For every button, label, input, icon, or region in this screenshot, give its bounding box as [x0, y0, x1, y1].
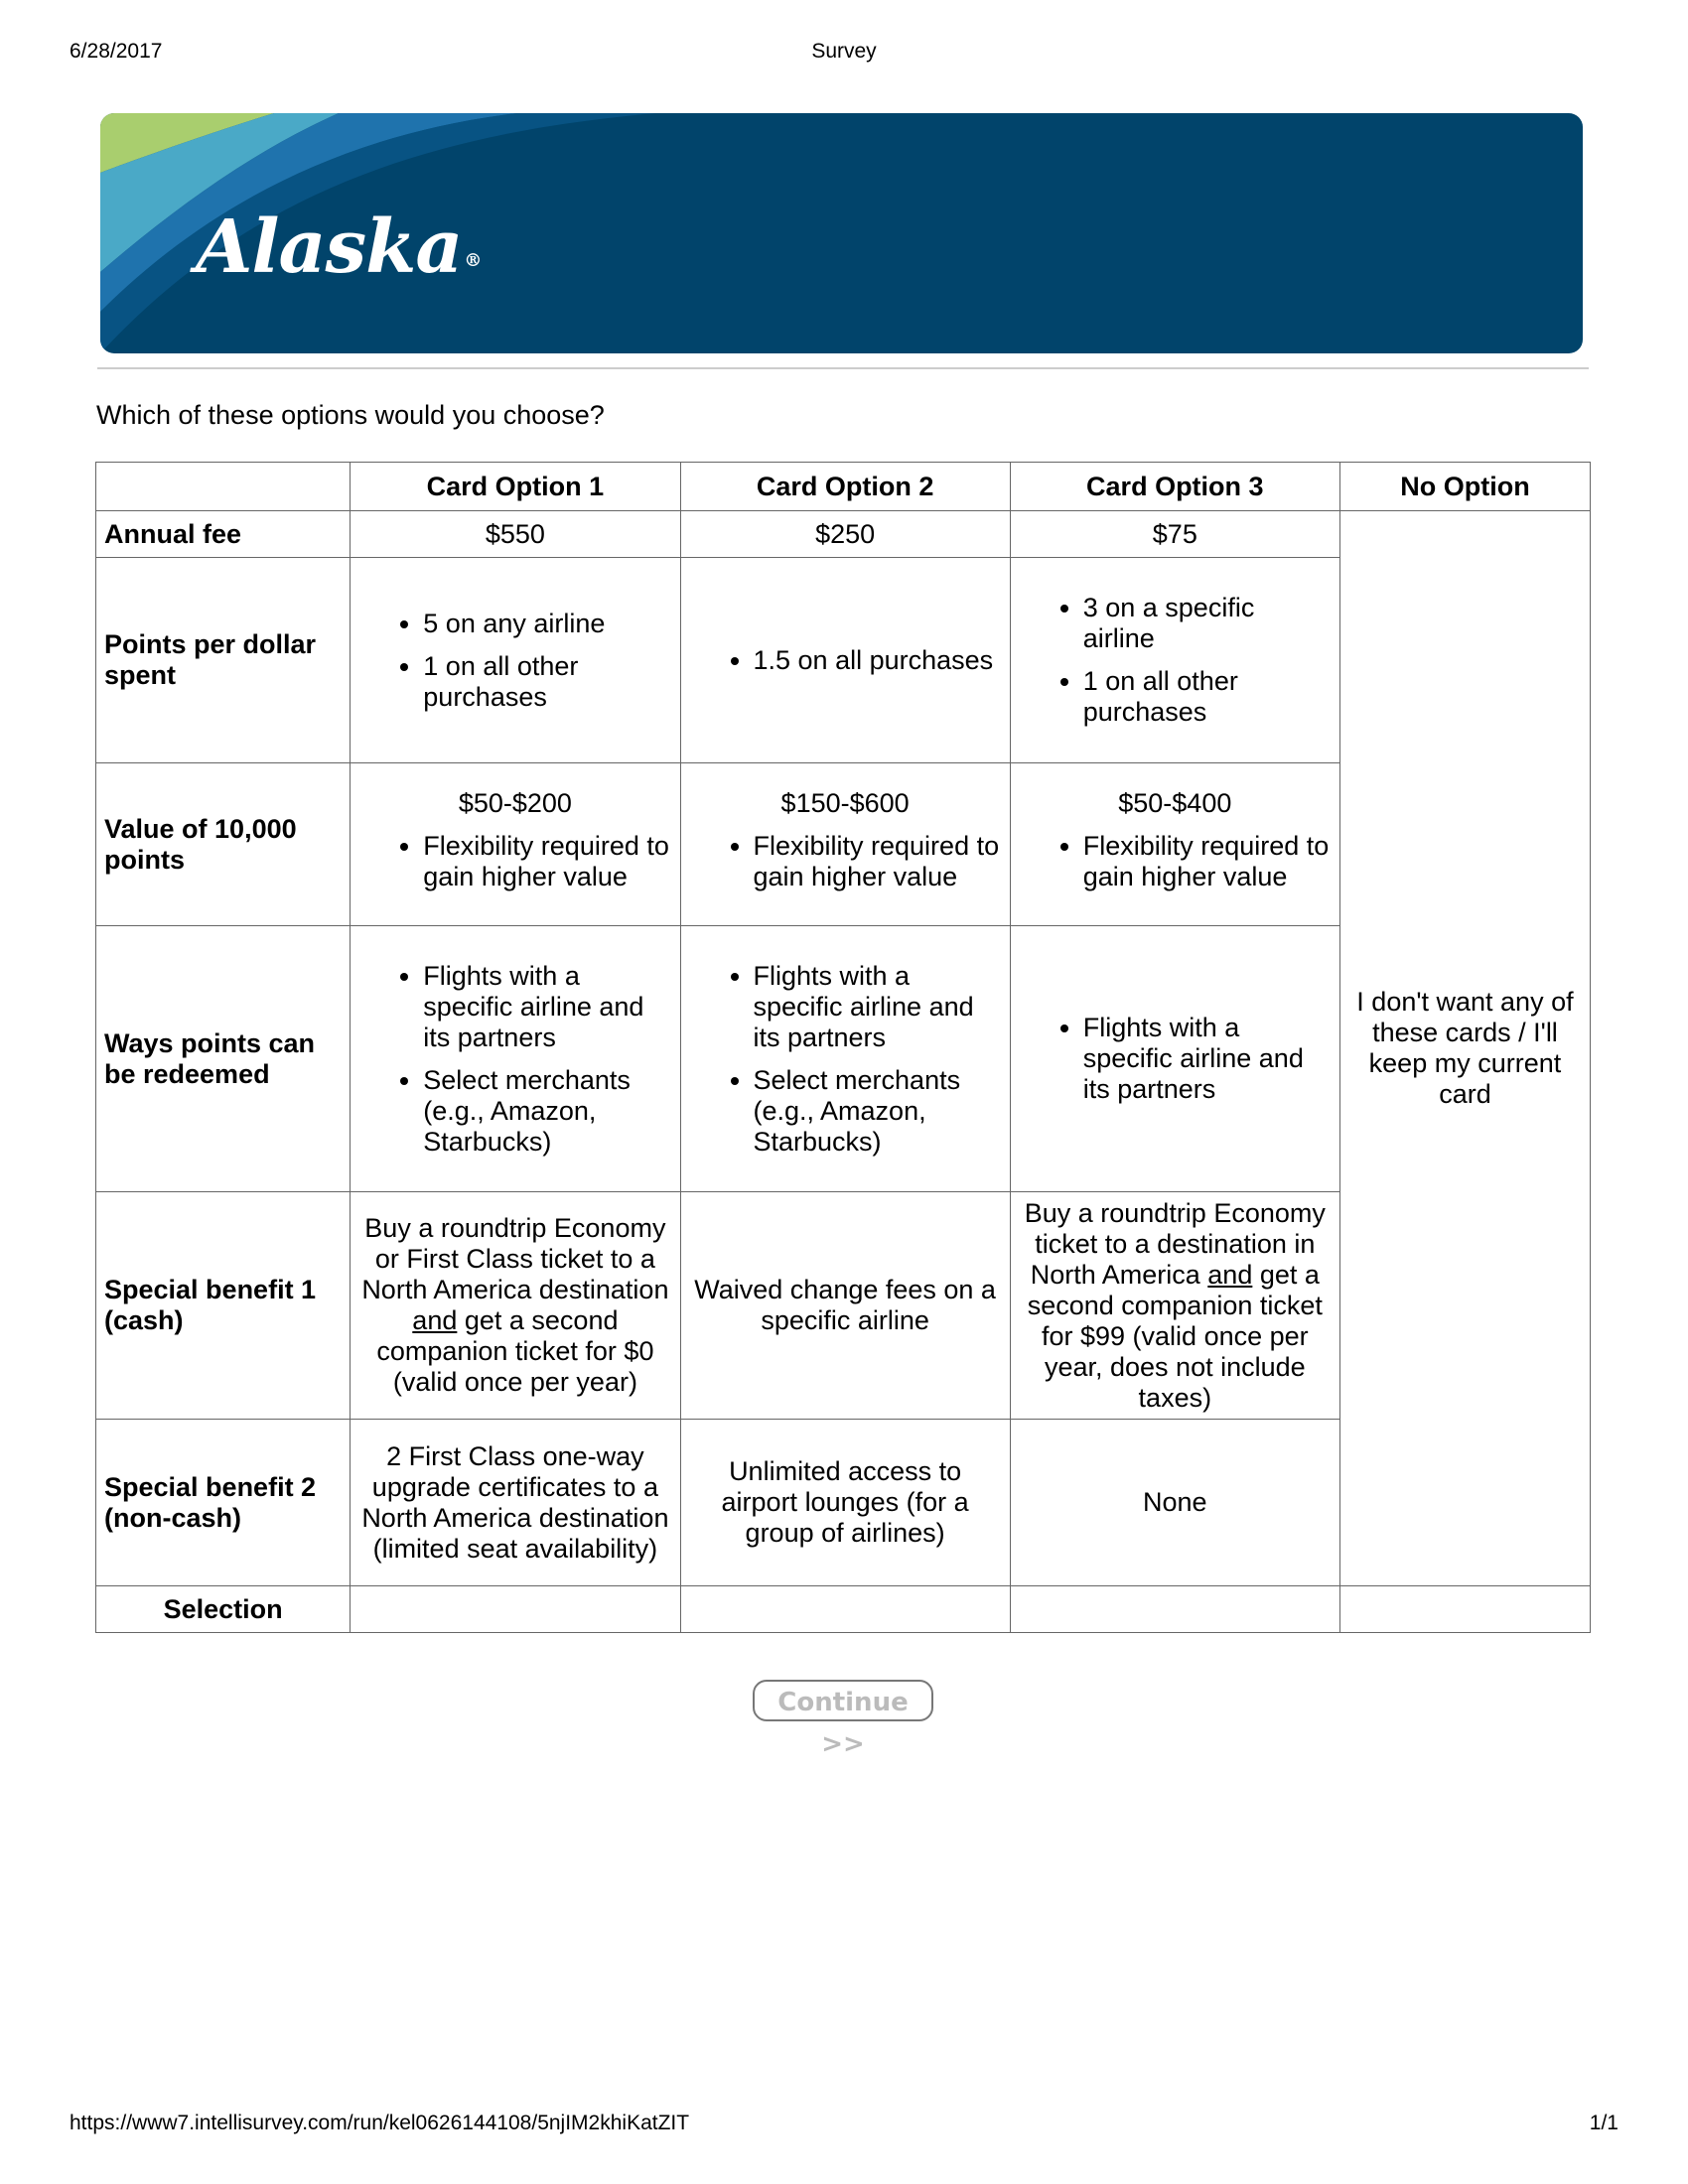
list-item: • Select merchants (e.g., Amazon, Starbucks): [754, 1065, 1002, 1158]
fee-option-2: $250: [680, 511, 1010, 558]
table-header-row: [96, 463, 1591, 511]
value-range: $150-$600: [780, 788, 910, 818]
value-range: $50-$400: [1118, 788, 1232, 818]
redeem-option-3: [1010, 926, 1339, 1192]
header-no-option: No Option: [1339, 463, 1590, 511]
print-date: 6/28/2017: [70, 40, 163, 63]
banner-divider: [97, 367, 1589, 369]
row-label: Annual fee: [96, 511, 351, 558]
list-item: • Flexibility required to gain higher value: [754, 831, 1002, 892]
no-option-text: I don't want any of these cards / I'll keep my current card: [1339, 511, 1590, 1586]
list-item: • Flexibility required to gain higher value: [1083, 831, 1332, 892]
and-underlined: and: [1207, 1259, 1253, 1290]
list-item: • Flexibility required to gain higher value: [423, 831, 671, 892]
benefit1-option-3: Buy a roundtrip Economy ticket to a destination in North America and get a second companion ticket for $99 (valid once per year, does not include taxes): [1010, 1192, 1339, 1420]
print-url: https://www7.intellisurvey.com/run/kel0626144108/5njIM2khiKatZIT: [70, 2112, 690, 2134]
header-card-option-3: Card Option 3: [1010, 463, 1339, 511]
list-item: • Select merchants (e.g., Amazon, Starbucks): [423, 1065, 671, 1158]
list-item: • 1 on all other purchases: [1083, 666, 1332, 728]
select-card-option-2[interactable]: [680, 1586, 1010, 1633]
row-label: Value of 10,000 points: [96, 763, 351, 926]
continue-button[interactable]: Continue >>: [753, 1680, 933, 1721]
row-label: Special benefit 1 (cash): [96, 1192, 351, 1420]
benefit1-option-1: Buy a roundtrip Economy or First Class ticket to a North America destination and get a second companion ticket for $0 (valid once per year): [351, 1192, 680, 1420]
benefit2-option-2: Unlimited access to airport lounges (for a group of airlines): [680, 1420, 1010, 1586]
points-option-2: [680, 558, 1010, 763]
list-item: • 5 on any airline: [423, 609, 671, 639]
value-range: $50-$200: [458, 788, 572, 818]
fee-option-3: $75: [1010, 511, 1339, 558]
benefit2-option-3: None: [1010, 1420, 1339, 1586]
fee-option-1: $550: [351, 511, 680, 558]
select-card-option-1[interactable]: [351, 1586, 680, 1633]
print-page-number: 1/1: [1589, 2112, 1618, 2134]
print-header: [70, 40, 1618, 69]
print-title: Survey: [811, 40, 877, 63]
row-label: Special benefit 2 (non-cash): [96, 1420, 351, 1586]
row-selection: [96, 1586, 1591, 1633]
select-card-option-3[interactable]: [1010, 1586, 1339, 1633]
list-item: • 1 on all other purchases: [423, 651, 671, 713]
points-option-3: [1010, 558, 1339, 763]
select-no-option[interactable]: [1339, 1586, 1590, 1633]
list-item: • Flights with a specific airline and its partners: [754, 961, 1002, 1053]
redeem-option-1: [351, 926, 680, 1192]
value-option-1: [351, 763, 680, 926]
header-card-option-1: Card Option 1: [351, 463, 680, 511]
header-card-option-2: Card Option 2: [680, 463, 1010, 511]
points-option-1: [351, 558, 680, 763]
list-item: • 1.5 on all purchases: [754, 645, 1002, 676]
redeem-option-2: [680, 926, 1010, 1192]
header-empty: [96, 463, 351, 511]
row-label: Points per dollar spent: [96, 558, 351, 763]
row-label: Ways points can be redeemed: [96, 926, 351, 1192]
row-annual-fee: [96, 511, 1591, 558]
and-underlined: and: [412, 1305, 458, 1335]
row-label: Selection: [96, 1586, 351, 1633]
benefit1-option-2: Waived change fees on a specific airline: [680, 1192, 1010, 1420]
alaska-logo: Alaska ®: [196, 205, 482, 290]
list-item: • Flights with a specific airline and its partners: [1083, 1013, 1332, 1105]
value-option-2: [680, 763, 1010, 926]
alaska-banner: [100, 113, 1583, 353]
value-option-3: [1010, 763, 1339, 926]
list-item: • 3 on a specific airline: [1083, 593, 1332, 654]
list-item: • Flights with a specific airline and its partners: [423, 961, 671, 1053]
question-text: Which of these options would you choose?: [96, 400, 605, 430]
benefit2-option-1: 2 First Class one-way upgrade certificates to a North America destination (limited seat availability): [351, 1420, 680, 1586]
card-options-table: [95, 462, 1591, 1633]
